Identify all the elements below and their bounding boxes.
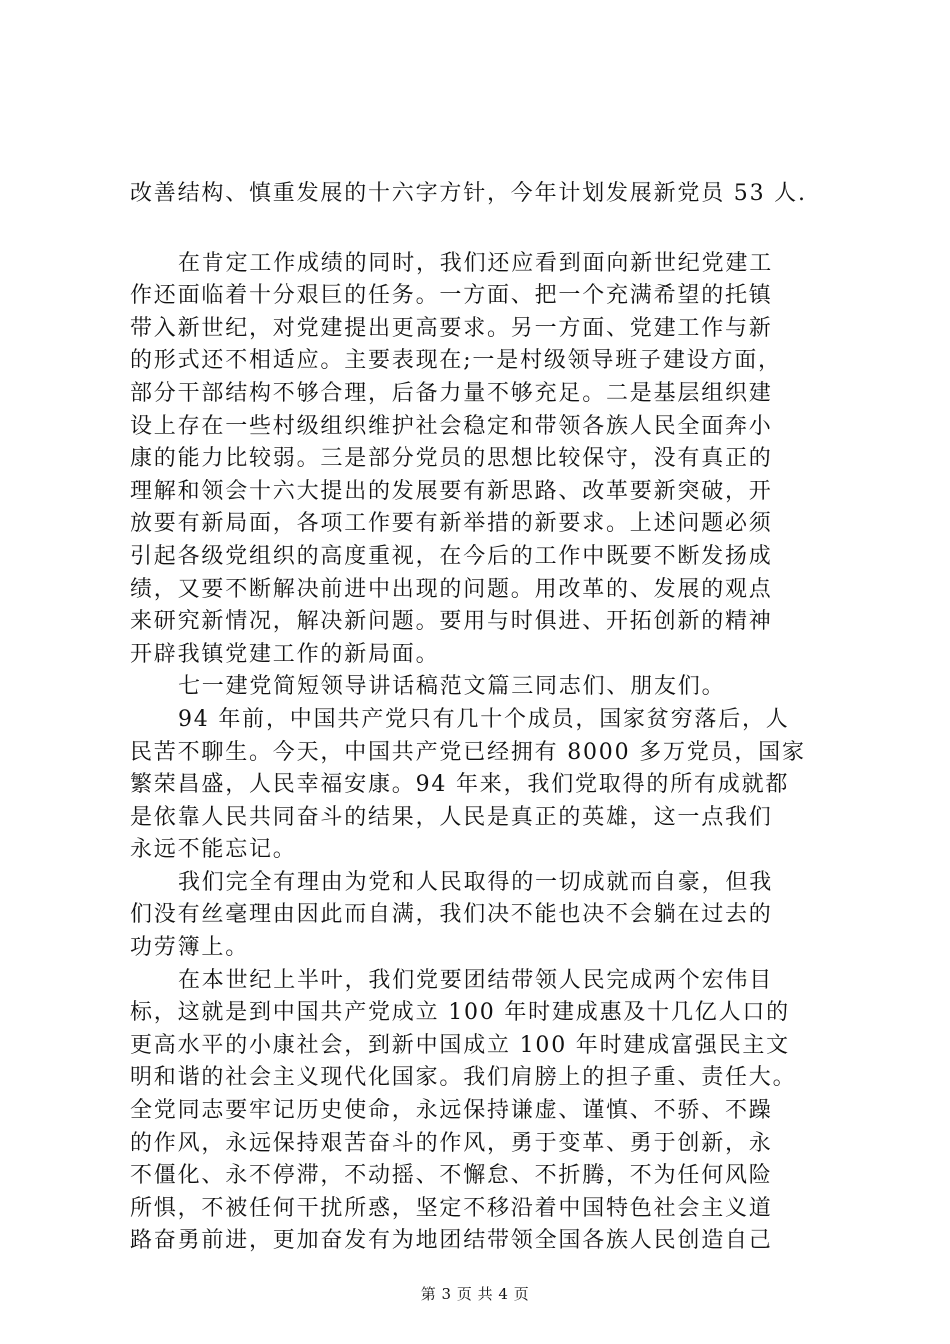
- text-line: 作还面临着十分艰巨的任务。一方面、把一个充满希望的托镇: [130, 283, 773, 309]
- text-line: 是依靠人民共同奋斗的结果，人民是真正的英雄，这一点我们: [130, 804, 773, 830]
- text-line: 理解和领会十六大提出的发展要有新思路、改革要新突破，开: [130, 478, 773, 504]
- page-footer: 第 3 页 共 4 页: [420, 1285, 530, 1303]
- text-line: 开辟我镇党建工作的新局面。: [130, 641, 440, 667]
- text-line: 94 年前，中国共产党只有几十个成员，国家贫穷落后，人: [178, 706, 790, 732]
- text-line: 七一建党简短领导讲话稿范文篇三同志们、朋友们。: [178, 674, 726, 700]
- text-line: 永远不能忘记。: [130, 837, 297, 863]
- text-line: 放要有新局面，各项工作要有新举措的新要求。上述问题必须: [130, 511, 773, 537]
- text-line: 标，这就是到中国共产党成立 100 年时建成惠及十几亿人口的: [130, 1000, 790, 1026]
- text-line: 引起各级党组织的高度重视，在今后的工作中既要不断发扬成: [130, 543, 773, 569]
- document-body: [130, 178, 830, 1258]
- paragraph: [130, 867, 830, 965]
- text-line: 我们完全有理由为党和人民取得的一切成就而自豪，但我: [178, 869, 774, 895]
- text-line: 设上存在一些村级组织维护社会稳定和带领各族人民全面奔小: [130, 413, 773, 439]
- text-line: 不僵化、永不停滞，不动摇、不懈怠、不折腾，不为任何风险: [130, 1163, 773, 1189]
- text-line: 在本世纪上半叶，我们党要团结带领人民完成两个宏伟目: [178, 967, 774, 993]
- text-line: 的形式还不相适应。主要表现在;一是村级领导班子建设方面，: [130, 348, 782, 374]
- text-line: 更高水平的小康社会，到新中国成立 100 年时建成富强民主文: [130, 1032, 790, 1058]
- paragraph: [130, 178, 830, 211]
- text-line: 所惧，不被任何干扰所惑，坚定不移沿着中国特色社会主义道: [130, 1195, 773, 1221]
- text-line: 路奋勇前进，更加奋发有为地团结带领全国各族人民创造自己: [130, 1228, 773, 1254]
- text-line: 全党同志要牢记历史使命，永远保持谦虚、谨慎、不骄、不躁: [130, 1098, 773, 1124]
- text-line: 们没有丝毫理由因此而自满，我们决不能也决不会躺在过去的: [130, 902, 773, 928]
- text-line: 康的能力比较弱。三是部分党员的思想比较保守，没有真正的: [130, 446, 773, 472]
- paragraph: [130, 704, 830, 867]
- paragraph: [130, 248, 830, 672]
- paragraph-gap: [130, 211, 830, 248]
- text-line: 明和谐的社会主义现代化国家。我们肩膀上的担子重、责任大。: [130, 1065, 797, 1091]
- text-line: 繁荣昌盛，人民幸福安康。94 年来，我们党取得的所有成就都: [130, 772, 790, 798]
- text-line: 民苦不聊生。今天，中国共产党已经拥有 8000 多万党员，国家: [130, 739, 806, 765]
- paragraph: [130, 965, 830, 1258]
- text-line: 带入新世纪，对党建提出更高要求。另一方面、党建工作与新: [130, 315, 773, 341]
- text-line: 改善结构、慎重发展的十六字方针，今年计划发展新党员 53 人.: [130, 181, 807, 206]
- paragraph: [130, 671, 830, 704]
- text-line: 在肯定工作成绩的同时，我们还应看到面向新世纪党建工: [178, 250, 774, 276]
- text-line: 来研究新情况，解决新问题。要用与时俱进、开拓创新的精神: [130, 609, 773, 635]
- text-line: 功劳簿上。: [130, 935, 250, 961]
- text-line: 的作风，永远保持艰苦奋斗的作风，勇于变革、勇于创新，永: [130, 1130, 773, 1156]
- text-line: 绩，又要不断解决前进中出现的问题。用改革的、发展的观点: [130, 576, 773, 602]
- text-line: 部分干部结构不够合理，后备力量不够充足。二是基层组织建: [130, 380, 773, 406]
